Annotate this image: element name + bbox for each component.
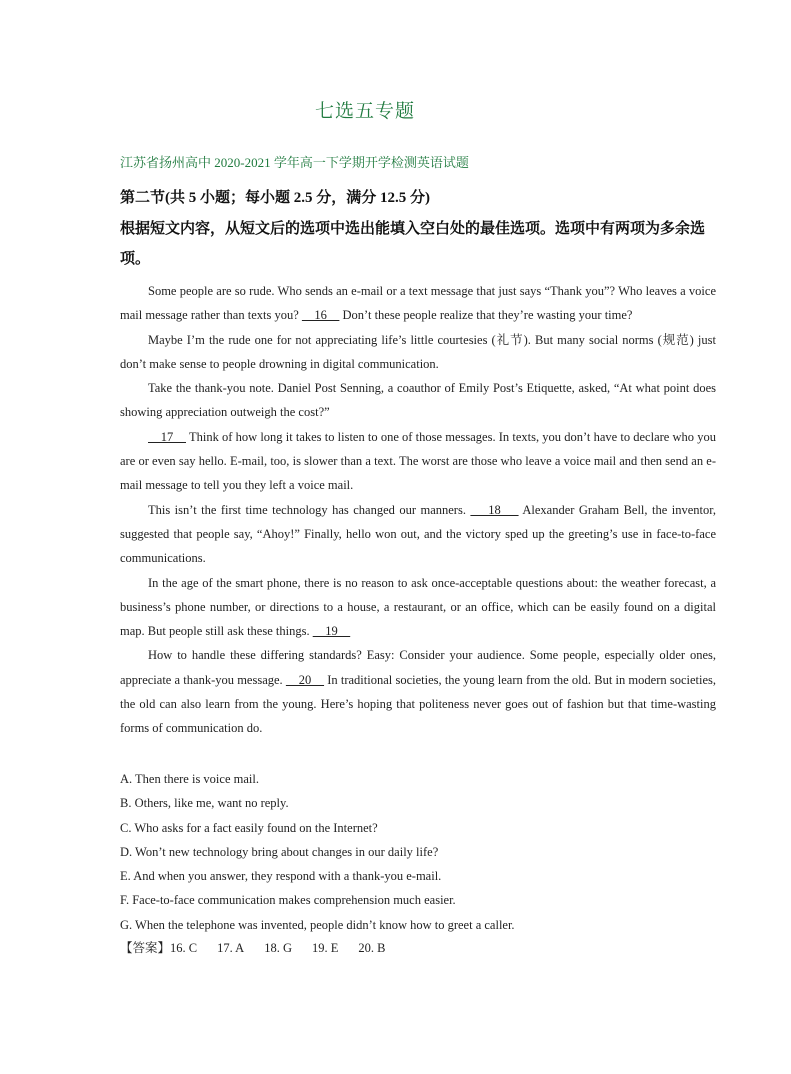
answer-key	[120, 938, 385, 956]
answer-item: 19. E	[311, 941, 339, 955]
answer-item: 17. A	[217, 941, 245, 955]
answer-item: 18. G	[264, 941, 292, 955]
paragraph: In the age of the smart phone, there is no reason to ask once-acceptable questions about: the weather forecast, a business’s phone number, or directions to a house, a restaurant, or an office, which can be easily found on a digital map. But people still ask these things. 19	[120, 575, 716, 639]
page-title: 七选五专题	[314, 101, 415, 122]
option-f: F. Face-to-face communication makes comprehension much easier.	[120, 893, 456, 908]
option-d: D. Won’t new technology bring about changes in our daily life?	[120, 844, 439, 859]
instructions: 根据短文内容，从短文后的选项中选出能填入空白处的最佳选项。选项中有两项为多余选项。	[120, 221, 706, 267]
option-g: G. When the telephone was invented, people didn’t know how to greet a caller.	[120, 917, 515, 932]
passage	[120, 279, 716, 741]
option-c: C. Who asks for a fact easily found on the Internet?	[120, 820, 378, 835]
option-list	[120, 767, 716, 937]
answer-label: 【答案】	[120, 941, 171, 955]
blank-20: 20	[285, 672, 325, 687]
paragraph: How to handle these differing standards? Easy: Consider your audience. Some people, especially older ones, appreciate a thank-you message. 20 In traditional societies, the young learn from the old. But in modern societies, the old can also learn from the young. Here’s hoping that politeness never goes out of fashion but that time-wasting forms of communication do.	[120, 648, 716, 736]
section-heading: 第二节(共 5 小题；每小题 2.5 分，满分 12.5 分)	[120, 190, 430, 206]
paragraph: Some people are so rude. Who sends an e-mail or a text message that just says “Thank you”? Who leaves a voice mail message rather than texts you? 16 Don’t these people realize that they’re wasting your time?	[120, 284, 716, 323]
paragraph: This isn’t the first time technology has changed our manners. 18 Alexander Graham Bell, the inventor, suggested that people say, “Ahoy!” Finally, hello won out, and the victory sped up the greeting’s use in face-to-face communications.	[120, 502, 717, 566]
option-a: A. Then there is voice mail.	[120, 772, 259, 786]
paragraph: Take the thank-you note. Daniel Post Senning, a coauthor of Emily Post’s Etiquette, asked, “At what point does showing appreciation outweigh the cost?”	[120, 381, 716, 420]
answer-item: 20. B	[358, 941, 386, 955]
blank-16: 16	[301, 308, 340, 323]
blank-19: 19	[312, 624, 351, 639]
blank-17: 17	[148, 429, 186, 444]
paragraph: Maybe I’m the rude one for not appreciating life’s little courtesies (礼节). But many social norms (规范) just don’t make sense to people drowning in digital communication.	[120, 332, 716, 371]
blank-18: 18	[470, 502, 519, 517]
option-b: B. Others, like me, want no reply.	[120, 796, 289, 811]
option-e: E. And when you answer, they respond with a thank-you e-mail.	[120, 869, 442, 884]
exam-source: 江苏省扬州高中 2020-2021 学年高一下学期开学检测英语试题	[120, 155, 469, 170]
answer-item: 16. C	[170, 941, 198, 955]
paragraph: 17 Think of how long it takes to listen to one of those messages. In texts, you don’t have to declare who you are or even say hello. E-mail, too, is slower than a text. The worst are those who leave a voice mail and then send an e-mail message to tell you they left a voice mail.	[120, 429, 716, 493]
